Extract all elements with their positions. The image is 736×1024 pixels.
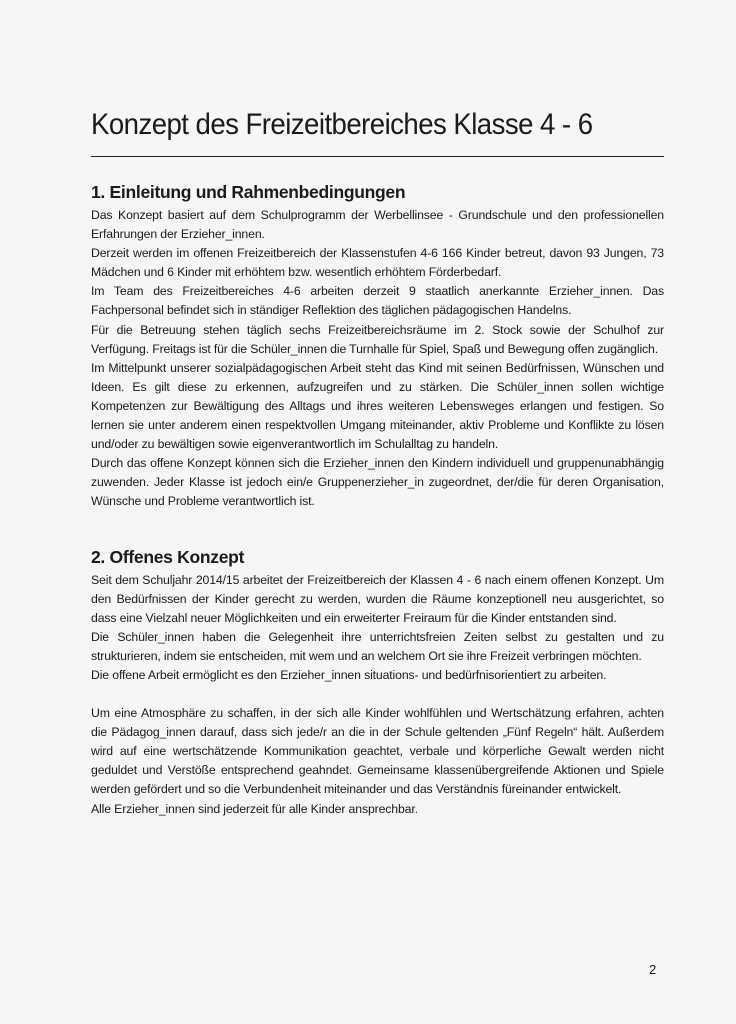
title-underline (91, 156, 664, 157)
paragraph: Im Team des Freizeitbereiches 4-6 arbeiten derzeit 9 staatlich anerkannte Erzieher_innen. Das Fachpersonal befindet sich in ständiger Reflektion des täglichen pädagogischen Handelns. (91, 284, 664, 318)
document-title: Konzept des Freizeitbereiches Klasse 4 - 6 (91, 108, 593, 141)
paragraph: Alle Erzieher_innen sind jederzeit für alle Kinder ansprechbar. (91, 801, 418, 816)
paragraph: Um eine Atmosphäre zu schaffen, in der sich alle Kinder wohlfühlen und Wertschätzung erfahren, achten die Pädagog_innen darauf, dass sich jede/r an die in der Schule geltenden „Fünf Regeln“ hält. Außerdem wird auf eine wertschätzende Kommunikation geachtet, verbale und körperliche Gewalt werden nicht geduldet und Verstöße entsprechend geahndet. Gemeinsame klassenübergreifende Aktionen und Spiele werden gefördert und so die Verbundenheit miteinander und das Verständnis füreinander entwickelt. (91, 706, 664, 797)
section-introduction (91, 178, 664, 512)
paragraph: Im Mittelpunkt unserer sozialpädagogischen Arbeit steht das Kind mit seinen Bedürfnissen, Wünschen und Ideen. Es gilt diese zu erkennen, aufzugreifen und zu stärken. Die Schüler_innen sollen wichtige Kompetenzen zur Bewältigung des Alltags und ihres weiteren Lebensweges erlangen und festigen. So lernen sie unter anderem einen respektvollen Umgang miteinander, aktiv Probleme und Konflikte zu lösen und/oder zu bewältigen sowie eigenverantwortlich im Schulalltag zu handeln. (91, 360, 664, 452)
paragraph: Die Schüler_innen haben die Gelegenheit ihre unterrichtsfreien Zeiten selbst zu gestalten und zu strukturieren, indem sie entscheiden, mit wem und an welchem Ort sie ihre Freizeit verbringen möchten. (91, 629, 664, 663)
section-open-concept (91, 543, 664, 819)
paragraph-spacer (91, 685, 664, 704)
section-heading: 1. Einleitung und Rahmenbedingungen (91, 182, 406, 202)
document-body (91, 178, 664, 819)
paragraph: Das Konzept basiert auf dem Schulprogramm der Werbellinsee - Grundschule und den professionellen Erfahrungen der Erzieher_innen. (91, 208, 664, 242)
paragraph: Seit dem Schuljahr 2014/15 arbeitet der Freizeitbereich der Klassen 4 - 6 nach einem offenen Konzept. Um den Bedürfnissen der Kinder gerecht zu werden, wurden die Räume konzeptionell neu ausgerichtet, so dass eine Vielzahl neuer Möglichkeiten und ein erweiterter Freiraum für die Kinder entstanden sind. (91, 572, 664, 625)
paragraph: Derzeit werden im offenen Freizeitbereich der Klassenstufen 4-6 166 Kinder betreut, davon 93 Jungen, 73 Mädchen und 6 Kinder mit erhöhtem bzw. wesentlich erhöhtem Förderbedarf. (91, 246, 664, 280)
paragraph: Die offene Arbeit ermöglicht es den Erzieher_innen situations- und bedürfnisorientiert zu arbeiten. (91, 667, 607, 682)
section-heading: 2. Offenes Konzept (91, 546, 245, 567)
paragraph: Für die Betreuung stehen täglich sechs Freizeitbereichsräume im 2. Stock sowie der Schulhof zur Verfügung. Freitags ist für die Schüler_innen die Turnhalle für Spiel, Spaß und Bewegung offen zugänglich. (91, 322, 664, 356)
paragraph: Durch das offene Konzept können sich die Erzieher_innen den Kindern individuell und gruppenunabhängig zuwenden. Jeder Klasse ist jedoch ein/e Gruppenerzieher_in zugeordnet, der/die für deren Organisation, Wünsche und Probleme verantwortlich ist. (91, 456, 664, 509)
page-number: 2 (649, 962, 657, 977)
section-spacer (91, 512, 664, 543)
